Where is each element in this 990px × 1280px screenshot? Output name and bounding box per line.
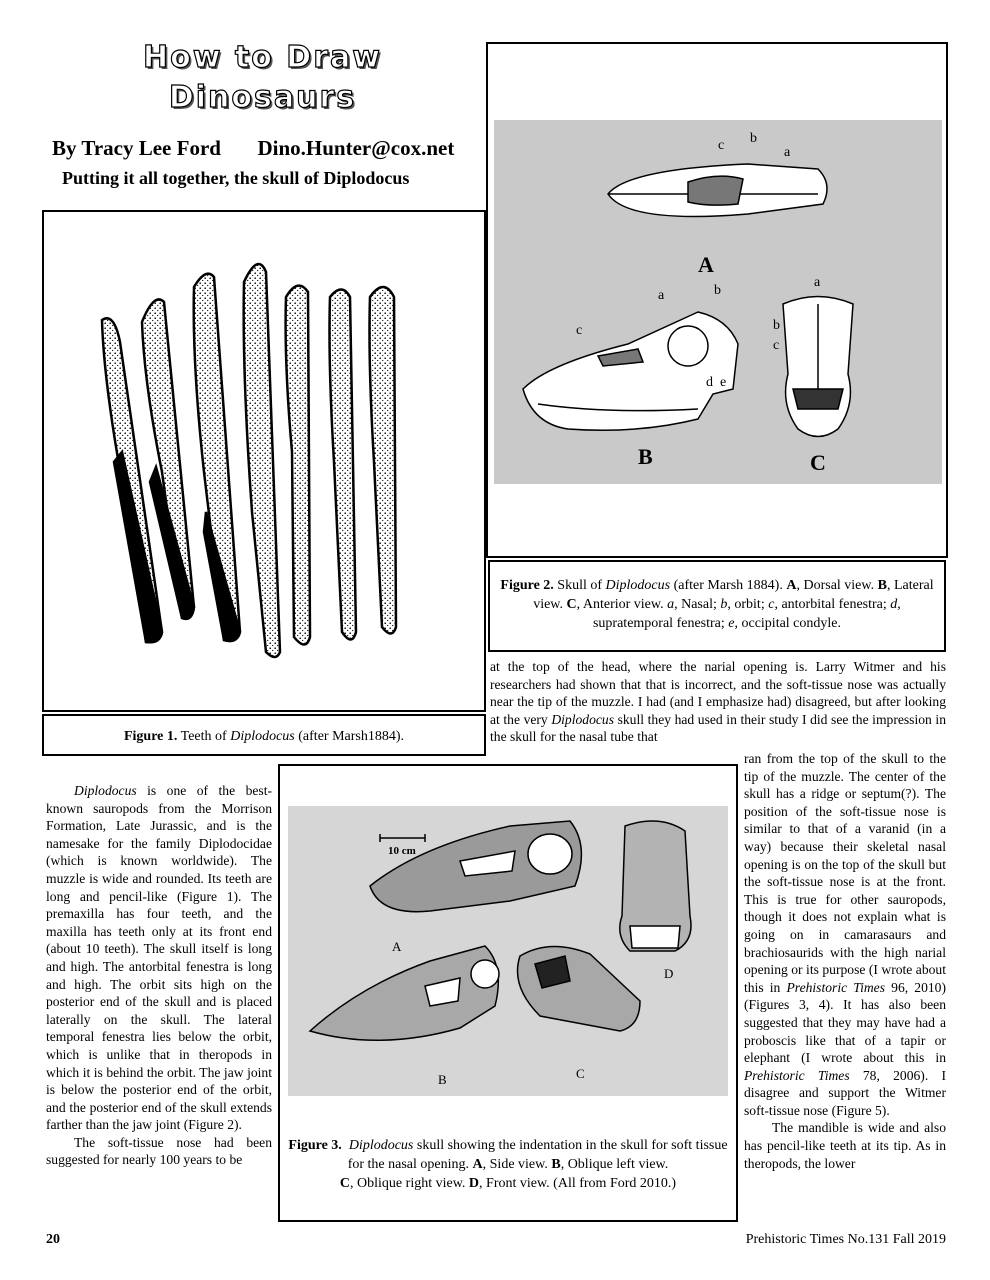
text-run: The soft-tissue nose had been suggested for nearly 100 years to be xyxy=(46,1134,272,1168)
figure-1-caption-genus: Diplodocus xyxy=(230,729,295,744)
figure-2-caption-C: C xyxy=(566,597,577,612)
genus-name: Diplodocus xyxy=(74,783,137,798)
article-subtitle: Putting it all together, the skull of Diplodocus xyxy=(62,168,410,188)
figure-1-caption xyxy=(42,714,486,756)
publication-footer: Prehistoric Times No.131 Fall 2019 xyxy=(745,1232,946,1247)
fig3-label-A: A xyxy=(392,939,402,954)
fig3-label-B: B xyxy=(438,1072,447,1087)
figure-3-caption-C: C xyxy=(339,1176,351,1191)
figure-3-caption-C-text: , Oblique right view. xyxy=(350,1176,469,1191)
figure-3-skull-photos xyxy=(280,766,736,1136)
author-byline xyxy=(52,136,492,161)
fig2-label-b-top: b xyxy=(750,131,757,146)
figure-3-caption-A: A xyxy=(472,1157,483,1172)
figure-1-frame xyxy=(42,210,486,712)
figure-2-caption-B: B xyxy=(877,578,887,593)
figure-3-caption xyxy=(280,1136,736,1193)
figure-2-caption-d: d xyxy=(890,597,898,612)
figure-3-frame xyxy=(278,764,738,1222)
fig2-label-a-top: a xyxy=(784,145,791,160)
figure-2-caption-C-text: , Anterior view. xyxy=(576,597,668,612)
left-column-text xyxy=(46,782,272,1169)
text-run: skull they had used in their study I did see the impression in the skull for the nasal tube that xyxy=(490,711,946,745)
figure-3-caption-B: B xyxy=(551,1157,561,1172)
figure-2-caption-c: c xyxy=(768,597,775,612)
figure-2-caption xyxy=(488,560,946,652)
figure-2-caption-text-1: Skull of xyxy=(553,578,606,593)
figure-3-caption-D-text: , Front view. (All from Ford 2010.) xyxy=(479,1176,677,1191)
page-number: 20 xyxy=(46,1232,60,1247)
text-run: 96, 2010) (Figures 3, 4). It has also been suggested that they may have had a proboscis like that of a tapir or elephant (I wrote about this in xyxy=(744,979,946,1066)
fig3-label-C: C xyxy=(576,1066,585,1081)
figure-2-caption-d-text: , supratemporal fenestra; xyxy=(592,597,901,631)
fig2-label-a-lateral: a xyxy=(658,288,665,303)
figure-1-teeth-illustration xyxy=(44,212,484,710)
fig2-view-label-B: B xyxy=(638,444,653,469)
figure-2-caption-c-text: , antorbital fenestra; xyxy=(774,597,891,612)
text-run: is one of the best-known sauropods from the Morrison Formation, Late Jurassic, and is the namesake for the family Diplodocidae (which is known worldwide). The muzzle is wide and rounded. Its teeth are long and pencil-like (Figure 1). The premaxilla has four teeth, and the maxilla has teeth only at its front end (about 10 teeth). The skull itself is long and high. The antorbital fenestra is long and high. The orbit sits high on the posterior end of the skull and is placed laterally on the skull. The lateral temporal fenestra lies below the orbit, which is unlike that in theropods in which it is behind the orbit. The jaw joint is below the posterior end of the orbit, and the posterior end of the skull extends farther than the jaw joint (Figure 2). xyxy=(46,783,272,1133)
figure-2-frame xyxy=(486,42,948,558)
fig2-label-c-top: c xyxy=(718,138,725,153)
title-line-2: Dinosaurs xyxy=(168,80,357,115)
figure-3-caption-A-text: , Side view. xyxy=(482,1157,552,1172)
figure-1-caption-label: Figure 1. xyxy=(123,729,178,744)
figure-3-caption-B-text: , Oblique left view. xyxy=(560,1157,669,1172)
fig2-label-b-lateral: b xyxy=(714,283,721,298)
fig2-label-a-anterior: a xyxy=(814,275,821,290)
text-run: The mandible is wide and also has pencil-like teeth at its tip. As in theropods, the lower xyxy=(744,1120,946,1171)
right-column-bottom-paragraph-1 xyxy=(744,750,946,1119)
genus-name: Diplodocus xyxy=(551,711,615,727)
figure-2-caption-b-text: , orbit; xyxy=(727,597,769,612)
figure-2-caption-e: e xyxy=(728,616,735,631)
figure-2-caption-B-text: , Lateral view. xyxy=(533,578,934,612)
author-name: By Tracy Lee Ford xyxy=(52,136,221,160)
figure-1-caption-end: (after Marsh1884). xyxy=(294,729,405,744)
text-run: 78, 2006). I disagree and support the Witmer soft-tissue nose (Figure 5). xyxy=(744,1067,946,1118)
figure-2-caption-genus: Diplodocus xyxy=(605,578,671,593)
text-run: ran from the top of the skull to the tip of the muzzle. The center of the skull has a ridge or septum(?). The position of the soft-tissue nose is similar to that of a varanid (in a way) because their skeletal nasal opening is on the top of the skull but the soft-tissue nose is at the front. This is true for other sauropods, though it does not explain what is going on in camarasaurs and brachiosaurids with the high narial opening or its purpose (I wrote about this in xyxy=(744,751,946,995)
text-run: at the top of the head, where the narial opening is. Larry Witmer and his researchers had shown that that is incorrect, and the soft-tissue nose was actually near the tip of the muzzle. I had (and I emphasize had) disagreed, but after looking at the very xyxy=(490,659,946,727)
figure-2-caption-A-text: , Dorsal view. xyxy=(796,578,878,593)
publication-name: Prehistoric Times xyxy=(786,979,886,995)
title-line-1: How to Draw xyxy=(143,40,382,75)
figure-2-caption-A: A xyxy=(786,578,797,593)
figure-2-caption-text-2: (after Marsh 1884). xyxy=(670,578,787,593)
figure-2-caption-a: a xyxy=(667,597,675,612)
figure-3-caption-genus: Diplodocus xyxy=(348,1138,414,1153)
fig3-scale-label: 10 cm xyxy=(388,845,416,857)
fig2-view-label-C: C xyxy=(810,450,826,475)
figure-2-caption-label: Figure 2. xyxy=(500,578,554,593)
fig2-label-c-anterior: c xyxy=(773,338,780,353)
figure-2-skull-views xyxy=(488,44,946,556)
fig2-label-e-lateral: e xyxy=(720,375,727,390)
right-column-bottom-text xyxy=(744,750,946,1172)
figure-2-caption-a-text: , Nasal; xyxy=(674,597,721,612)
figure-3-caption-label: Figure 3. xyxy=(288,1138,342,1153)
left-column-paragraph-2 xyxy=(46,1134,272,1169)
figure-3-caption-D: D xyxy=(468,1176,480,1191)
fig2-label-b-anterior: b xyxy=(773,318,780,333)
fig3-label-D: D xyxy=(664,966,674,981)
figure-2-caption-b: b xyxy=(720,597,728,612)
right-column-top-paragraph xyxy=(490,658,946,746)
fig2-label-d-lateral: d xyxy=(706,375,713,390)
author-email: Dino.Hunter@cox.net xyxy=(257,136,455,160)
publication-name: Prehistoric Times xyxy=(744,1067,850,1083)
fig2-view-label-A: A xyxy=(698,252,714,277)
right-column-top-text xyxy=(490,658,946,746)
figure-2-caption-e-text: , occipital condyle. xyxy=(734,616,842,631)
right-column-bottom-paragraph-2 xyxy=(744,1119,946,1172)
fig2-label-c-lateral: c xyxy=(576,323,583,338)
left-column-paragraph-1 xyxy=(46,782,272,1134)
figure-3-caption-text: skull showing the indentation in the skull for soft tissue for the nasal opening. xyxy=(347,1138,728,1172)
figure-1-caption-text: Teeth of xyxy=(177,729,231,744)
